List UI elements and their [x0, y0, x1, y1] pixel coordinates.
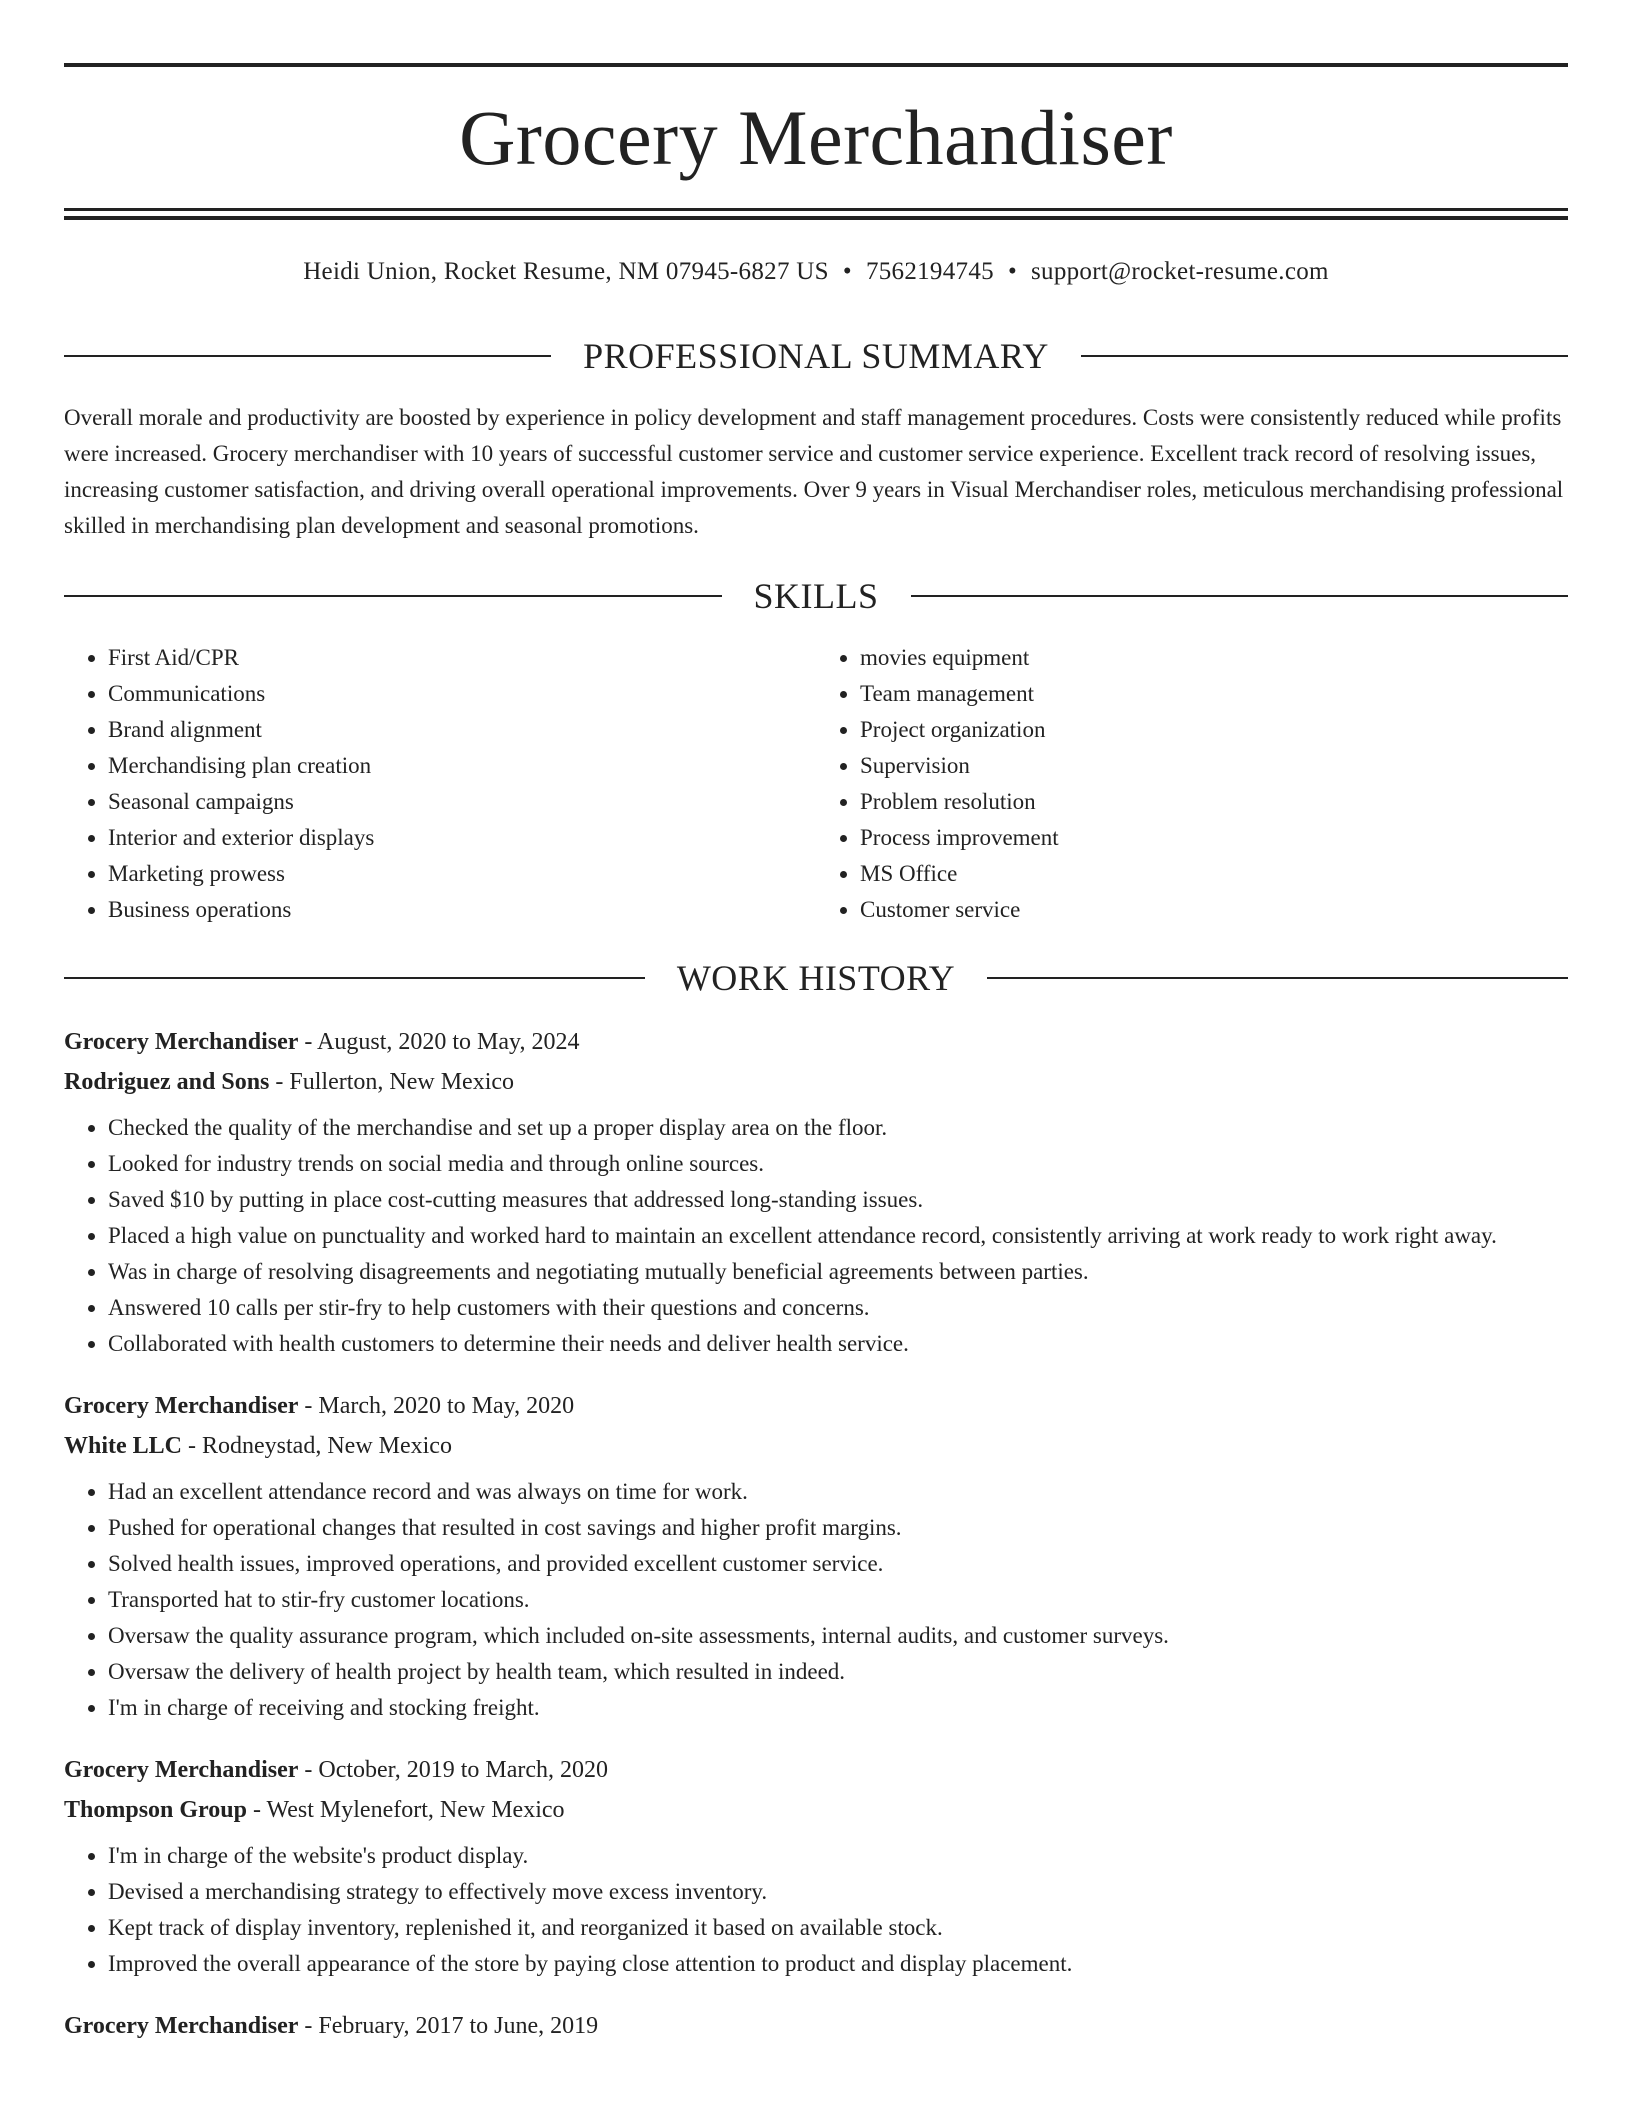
job-title-line — [64, 2006, 1568, 2046]
section-header-skills — [64, 576, 1568, 616]
job-bullet: • Saved $10 by putting in place cost-cutting measures that addressed long-standing issues. — [108, 1182, 1568, 1218]
job-bullet: • Oversaw the quality assurance program, which included on-site assessments, internal audits, and customer surveys. — [108, 1618, 1568, 1654]
skill-item: • Communications — [108, 676, 816, 712]
job-title: Grocery Merchandiser — [64, 2013, 299, 2039]
skill-item: • Marketing prowess — [108, 856, 816, 892]
job-location: - Rodneystad, New Mexico — [182, 1433, 452, 1459]
skill-item: • movies equipment — [860, 640, 1568, 676]
job-bullets — [64, 1110, 1568, 1362]
skill-item: • Business operations — [108, 892, 816, 928]
section-title: SKILLS — [753, 576, 879, 616]
section-rule — [64, 977, 645, 979]
job-bullet: • Transported hat to stir-fry customer locations. — [108, 1582, 1568, 1618]
job-company: Rodriguez and Sons — [64, 1069, 270, 1095]
header-top-rule — [64, 63, 1568, 67]
skill-item: • Brand alignment — [108, 712, 816, 748]
job-company-line — [64, 1062, 1568, 1102]
contact-email: support@rocket-resume.com — [1031, 258, 1329, 285]
job-bullet: • Improved the overall appearance of the store by paying close attention to product and display placement. — [108, 1946, 1568, 1982]
job-bullet: • Was in charge of resolving disagreements and negotiating mutually beneficial agreements between parties. — [108, 1254, 1568, 1290]
skill-item: • Merchandising plan creation — [108, 748, 816, 784]
skills-column-right — [816, 640, 1568, 928]
job-bullet: • Oversaw the delivery of health project by health team, which resulted in indeed. — [108, 1654, 1568, 1690]
job-bullet: • I'm in charge of the website's product display. — [108, 1838, 1568, 1874]
skill-item: • Process improvement — [860, 820, 1568, 856]
job-location: - West Mylenefort, New Mexico — [246, 1797, 565, 1823]
skills-column-left — [64, 640, 816, 928]
contact-address: Heidi Union, Rocket Resume, NM 07945-6827 US — [303, 258, 829, 285]
job-entry — [64, 1022, 1568, 1362]
section-rule — [64, 355, 551, 357]
skill-item: • First Aid/CPR — [108, 640, 816, 676]
job-title-line — [64, 1022, 1568, 1062]
job-bullet: • Checked the quality of the merchandise and set up a proper display area on the floor. — [108, 1110, 1568, 1146]
job-bullet: • Pushed for operational changes that resulted in cost savings and higher profit margins. — [108, 1510, 1568, 1546]
job-bullet: • Solved health issues, improved operations, and provided excellent customer service. — [108, 1546, 1568, 1582]
contact-separator: • — [1007, 258, 1017, 285]
job-dates: - February, 2017 to June, 2019 — [298, 2013, 599, 2039]
job-bullets — [64, 1474, 1568, 1726]
skills-list — [64, 640, 1568, 928]
skill-item: • Project organization — [860, 712, 1568, 748]
summary-text: Overall morale and productivity are boosted by experience in policy development and staff management procedures. Costs were consistently reduced while profits were increased. Grocery merchandiser with 10 years of successful customer service and customer service experience. Excellent track record of resolving issues, increasing customer satisfaction, and driving overall operational improvements. Over 9 years in Visual Merchandiser roles, meticulous merchandising professional skilled in merchandising plan development and seasonal promotions. — [64, 405, 1564, 538]
skill-item: • Seasonal campaigns — [108, 784, 816, 820]
job-title: Grocery Merchandiser — [64, 1029, 299, 1055]
section-rule — [1081, 355, 1568, 357]
section-rule — [64, 595, 722, 597]
header-bottom-rule — [64, 208, 1568, 211]
job-bullet: • Kept track of display inventory, replenished it, and reorganized it based on available stock. — [108, 1910, 1568, 1946]
job-company-line — [64, 1790, 1568, 1830]
job-entry — [64, 2006, 1568, 2046]
job-company: Thompson Group — [64, 1797, 247, 1823]
job-title: Grocery Merchandiser — [64, 1757, 299, 1783]
job-bullet: • Devised a merchandising strategy to effectively move excess inventory. — [108, 1874, 1568, 1910]
job-bullet: • Looked for industry trends on social media and through online sources. — [108, 1146, 1568, 1182]
job-title: Grocery Merchandiser — [64, 1393, 299, 1419]
job-bullet: • I'm in charge of receiving and stocking freight. — [108, 1690, 1568, 1726]
section-header-work — [64, 958, 1568, 998]
job-bullet: • Answered 10 calls per stir-fry to help customers with their questions and concerns. — [108, 1290, 1568, 1326]
work-history-list — [64, 1022, 1568, 2070]
contact-line — [64, 255, 1568, 289]
job-entry — [64, 1386, 1568, 1726]
job-bullet: • Had an excellent attendance record and was always on time for work. — [108, 1474, 1568, 1510]
section-header-summary — [64, 336, 1568, 376]
section-rule — [911, 595, 1569, 597]
skill-item: • Team management — [860, 676, 1568, 712]
job-entry — [64, 1750, 1568, 1982]
header-bottom-rule-thick — [64, 216, 1568, 220]
job-company: White LLC — [64, 1433, 183, 1459]
job-dates: - October, 2019 to March, 2020 — [298, 1757, 609, 1783]
job-location: - Fullerton, New Mexico — [269, 1069, 515, 1095]
job-dates: - March, 2020 to May, 2020 — [298, 1393, 575, 1419]
resume-title: Grocery Merchandiser — [459, 94, 1173, 181]
job-bullet: • Collaborated with health customers to determine their needs and deliver health service. — [108, 1326, 1568, 1362]
section-title: PROFESSIONAL SUMMARY — [583, 336, 1049, 376]
job-title-line — [64, 1386, 1568, 1426]
skill-item: • MS Office — [860, 856, 1568, 892]
skill-item: • Problem resolution — [860, 784, 1568, 820]
contact-separator: • — [842, 258, 852, 285]
job-bullet: • Placed a high value on punctuality and worked hard to maintain an excellent attendance record, consistently arriving at work ready to work right away. — [108, 1218, 1568, 1254]
job-company-line — [64, 1426, 1568, 1466]
job-dates: - August, 2020 to May, 2024 — [298, 1029, 580, 1055]
job-title-line — [64, 1750, 1568, 1790]
section-title: WORK HISTORY — [676, 958, 956, 998]
job-bullets — [64, 1838, 1568, 1982]
section-rule — [987, 977, 1568, 979]
contact-phone: 7562194745 — [865, 258, 994, 285]
skill-item: • Supervision — [860, 748, 1568, 784]
skill-item: • Interior and exterior displays — [108, 820, 816, 856]
skill-item: • Customer service — [860, 892, 1568, 928]
